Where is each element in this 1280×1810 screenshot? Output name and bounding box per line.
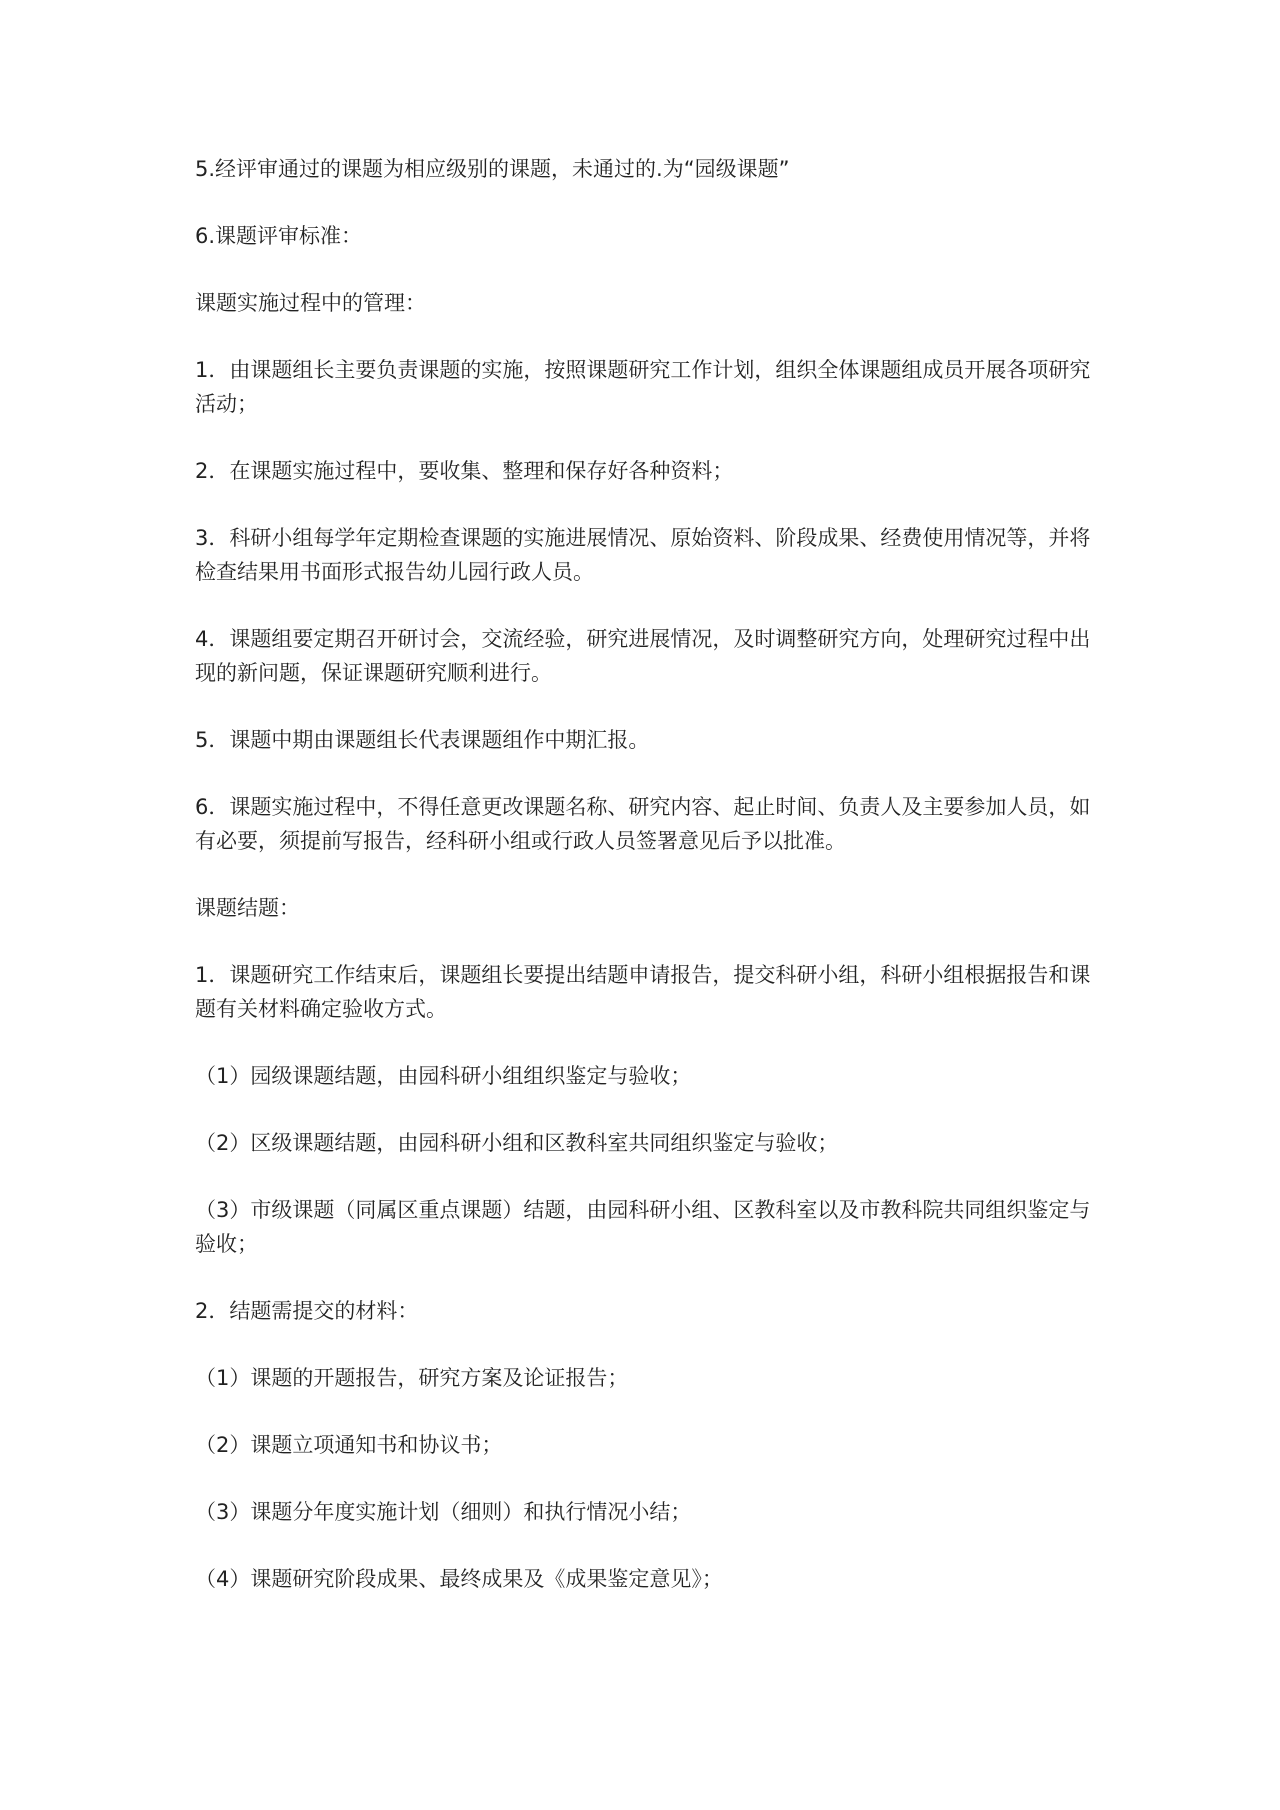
paragraph-conclusion-1: 1．课题研究工作结束后，课题组长要提出结题申请报告，提交科研小组，科研小组根据报告和课题有关材料确定验收方式。 (195, 963, 1091, 1021)
paragraph-conclusion-1-1: （1）园级课题结题，由园科研小组组织鉴定与验收； (195, 1064, 692, 1088)
paragraph-impl-6: 6．课题实施过程中，不得任意更改课题名称、研究内容、起止时间、负责人及主要参加人员，如有必要，须提前写报告，经科研小组或行政人员签署意见后予以批准。 (195, 795, 1091, 853)
paragraph-conclusion-2-2: （2）课题立项通知书和协议书； (195, 1433, 503, 1457)
paragraph-impl-4: 4．课题组要定期召开研讨会，交流经验，研究进展情况，及时调整研究方向，处理研究过程中出现的新问题，保证课题研究顺利进行。 (195, 627, 1091, 685)
paragraph-impl-5: 5．课题中期由课题组长代表课题组作中期汇报。 (195, 728, 650, 752)
paragraph-impl-2: 2．在课题实施过程中，要收集、整理和保存好各种资料； (195, 459, 734, 483)
paragraph-conclusion-2-4: （4）课题研究阶段成果、最终成果及《成果鉴定意见》； (195, 1567, 723, 1591)
paragraph-conclusion-2: 2．结题需提交的材料： (195, 1299, 419, 1323)
paragraph-review-standard: 6.课题评审标准： (195, 224, 363, 248)
paragraph-impl-1: 1．由课题组长主要负责课题的实施，按照课题研究工作计划，组织全体课题组成员开展各项研究活动； (195, 358, 1091, 416)
paragraph-conclusion-1-3: （3）市级课题（同属区重点课题）结题，由园科研小组、区教科室以及市教科院共同组织鉴定与验收； (195, 1198, 1091, 1256)
document-body (195, 152, 1110, 1629)
paragraph-impl-3: 3．科研小组每学年定期检查课题的实施进展情况、原始资料、阶段成果、经费使用情况等，并将检查结果用书面形式报告幼儿园行政人员。 (195, 526, 1091, 584)
heading-implementation-management: 课题实施过程中的管理： (195, 291, 426, 315)
paragraph-review-result: 5.经评审通过的课题为相应级别的课题，未通过的.为“园级课题” (195, 157, 790, 181)
paragraph-conclusion-2-1: （1）课题的开题报告，研究方案及论证报告； (195, 1366, 629, 1390)
paragraph-conclusion-2-3: （3）课题分年度实施计划（细则）和执行情况小结； (195, 1500, 692, 1524)
heading-project-conclusion: 课题结题： (195, 896, 300, 920)
paragraph-conclusion-1-2: （2）区级课题结题，由园科研小组和区教科室共同组织鉴定与验收； (195, 1131, 839, 1155)
